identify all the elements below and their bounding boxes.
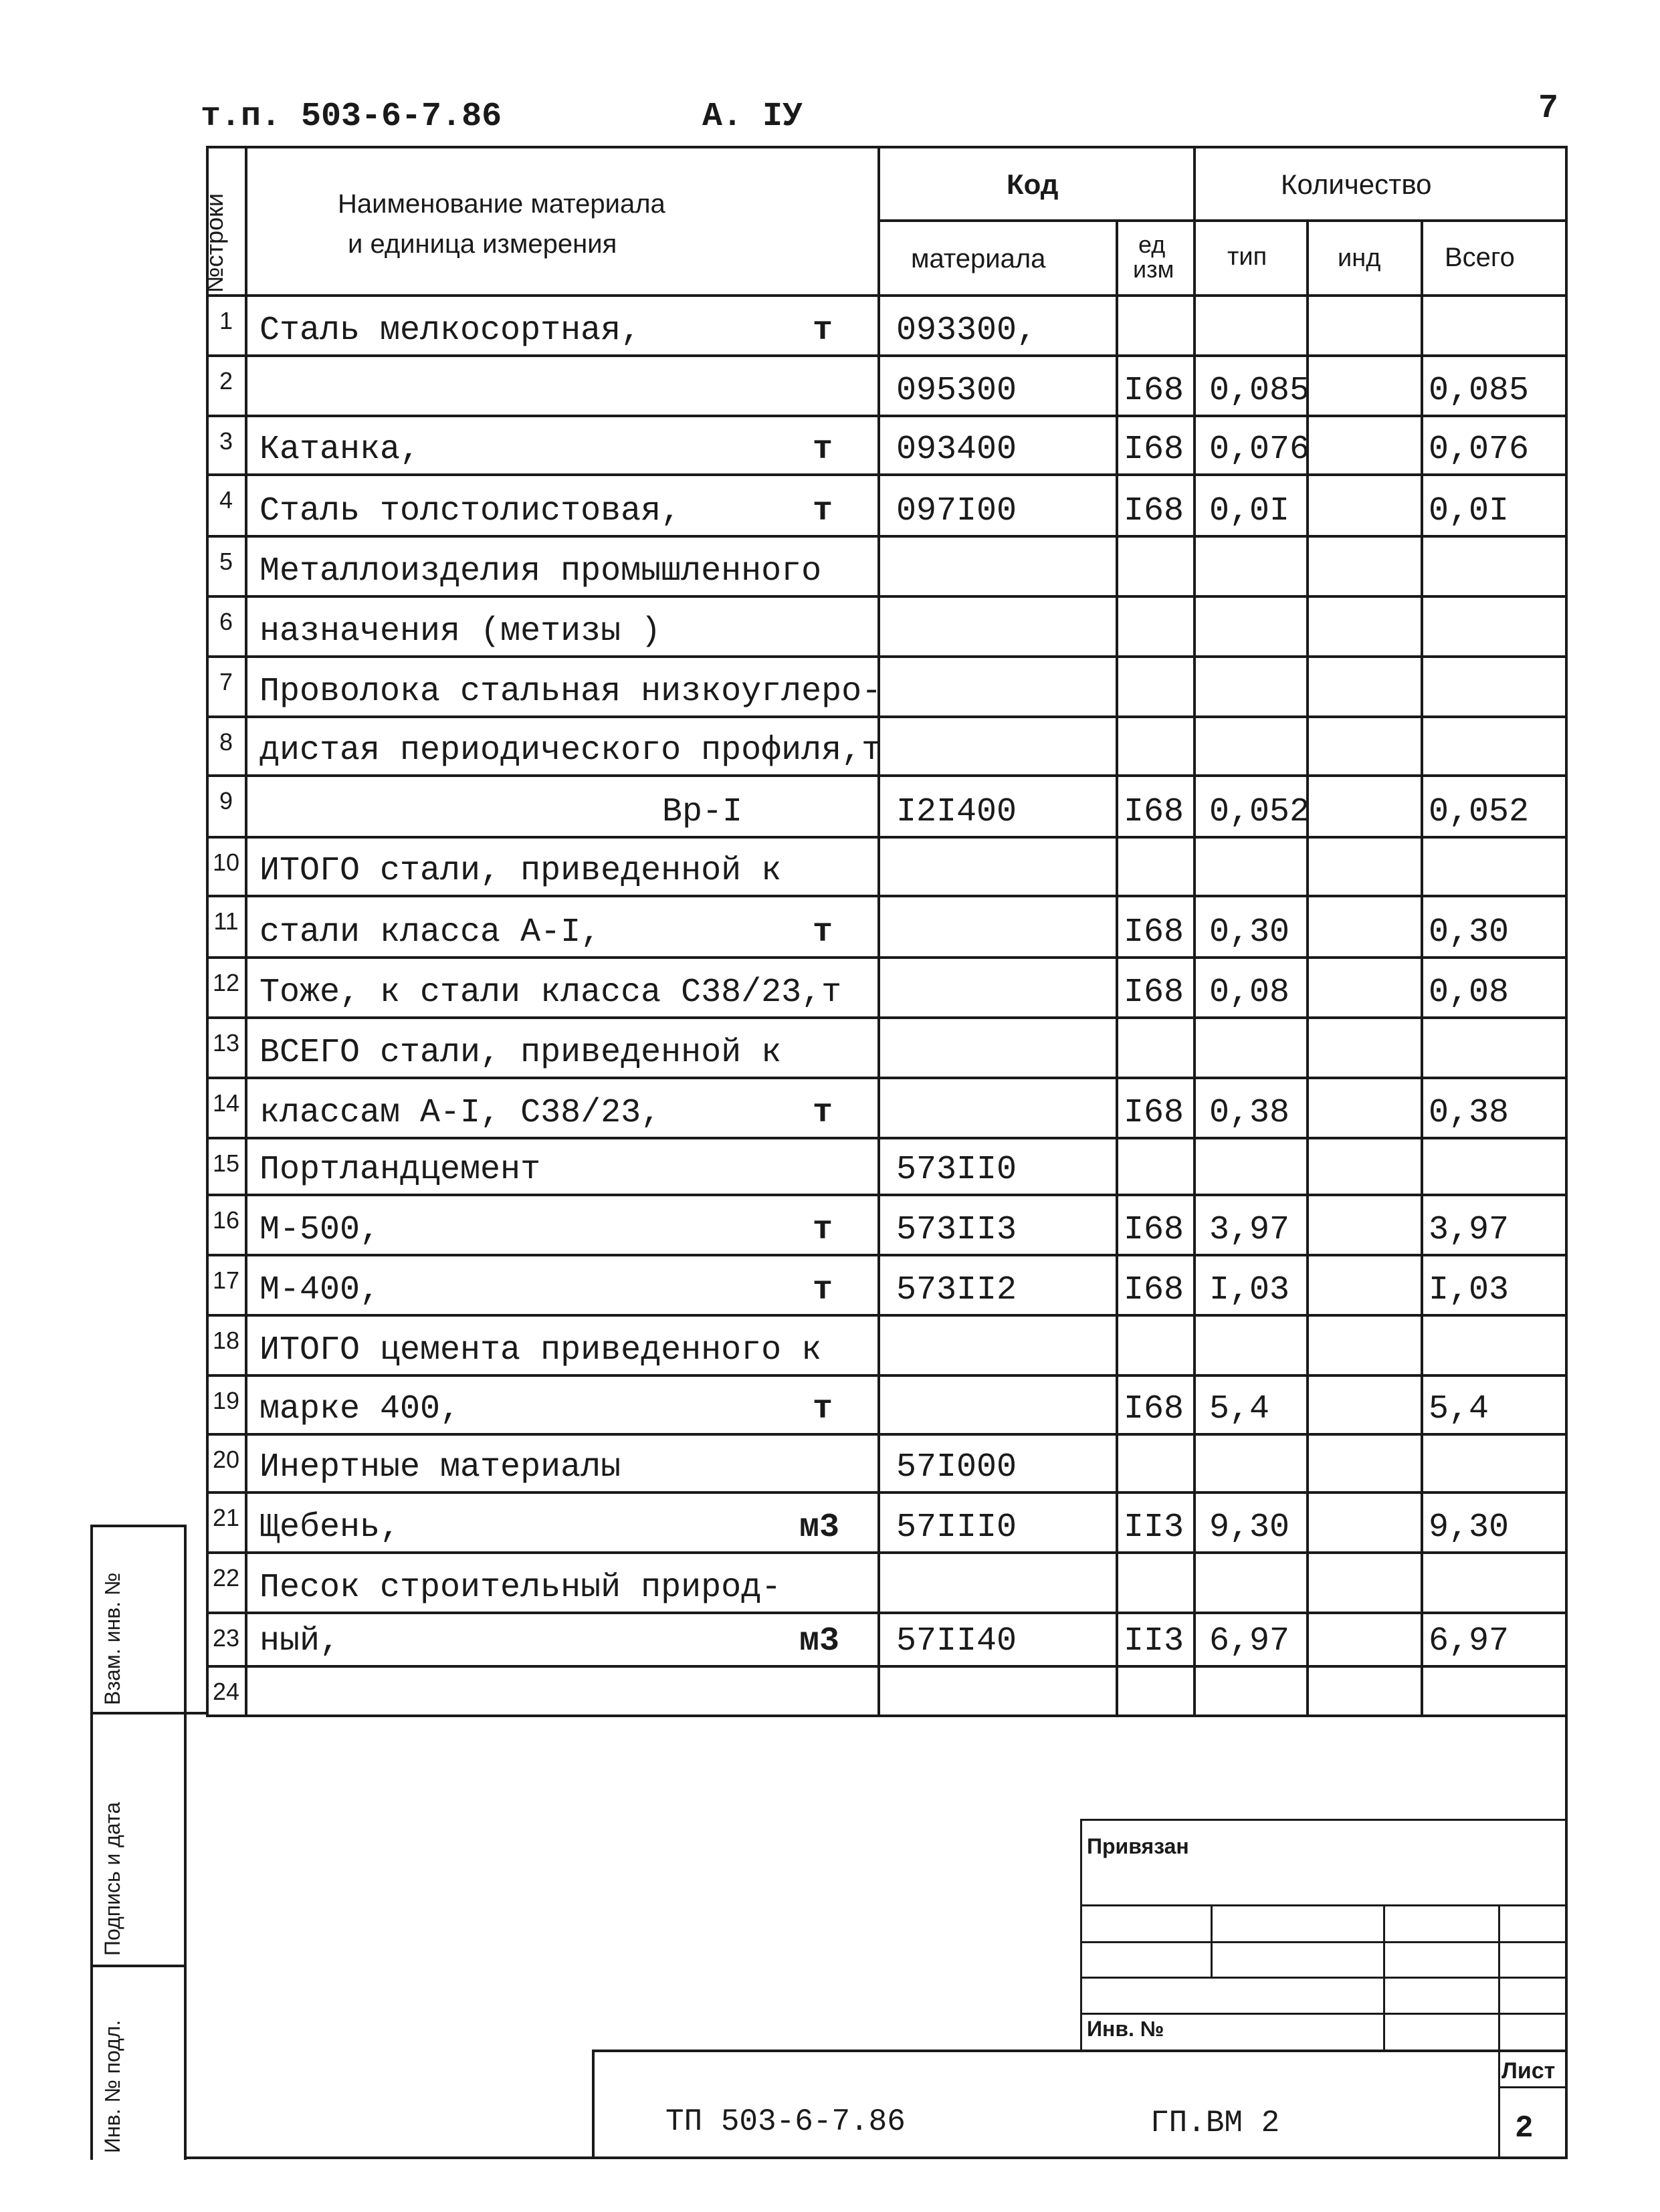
row-divider [206, 1254, 1567, 1256]
material-name: ВСЕГО стали, приведенной к [260, 1034, 782, 1072]
material-name: стали класса А-I, [260, 913, 601, 952]
material-name: Катанка, [260, 431, 421, 469]
quantity-total: 0,30 [1429, 913, 1510, 952]
row-number: 4 [219, 486, 233, 514]
material-name: Тоже, к стали класса С38/23,т [260, 974, 842, 1012]
unit-code: I68 [1124, 974, 1184, 1012]
material-name: назначения (метизы ) [260, 613, 661, 651]
material-name: ный, [260, 1622, 340, 1660]
row-number: 13 [212, 1029, 240, 1057]
album-number: А. IУ [702, 98, 803, 136]
quantity-total: 0,08 [1429, 974, 1510, 1012]
unit-of-measure: т [813, 431, 833, 469]
material-name: Сталь толстолистовая, [260, 492, 682, 530]
row-number: 17 [212, 1266, 240, 1294]
row-number: 3 [219, 427, 233, 455]
col-row-number: №строки [201, 193, 228, 293]
row-divider [206, 535, 1567, 538]
material-name: М-400, [260, 1271, 381, 1309]
quantity-type: 9,30 [1209, 1509, 1290, 1547]
material-code: I2I400 [896, 793, 1017, 831]
row-divider [206, 1551, 1567, 1554]
row-divider [206, 1016, 1567, 1019]
unit-code: I68 [1124, 431, 1184, 469]
row-number: 14 [212, 1089, 240, 1117]
row-divider [206, 774, 1567, 777]
quantity-total: 0,085 [1429, 372, 1530, 410]
quantity-type: 6,97 [1209, 1622, 1290, 1660]
row-number: 6 [219, 608, 233, 635]
quantity-total: 0,052 [1429, 793, 1530, 831]
unit-of-measure: т [813, 1211, 833, 1249]
unit-code: I68 [1124, 793, 1184, 831]
material-code: 093300, [896, 312, 1037, 350]
material-code: 097I00 [896, 492, 1017, 530]
row-number: 24 [212, 1678, 240, 1705]
material-name: Вр-I [662, 793, 743, 831]
unit-of-measure: т [813, 312, 833, 350]
row-divider [206, 595, 1567, 598]
row-divider [206, 956, 1567, 959]
quantity-total: 5,4 [1429, 1390, 1489, 1428]
col-name-line1: Наименование материала [338, 189, 665, 219]
stamp-code-right: ГП.ВМ 2 [1150, 2106, 1280, 2140]
row-number: 11 [213, 907, 239, 935]
unit-code: II3 [1124, 1509, 1184, 1547]
material-name: Металлоизделия промышленного [260, 552, 822, 590]
row-divider [206, 715, 1567, 718]
row-number: 16 [212, 1206, 240, 1234]
quantity-type: 0,076 [1209, 431, 1310, 469]
stamp-inv-no: Инв. № [1087, 2017, 1164, 2041]
material-code: 57II40 [896, 1622, 1017, 1660]
material-name: марке 400, [260, 1390, 461, 1428]
unit-of-measure: т [813, 492, 833, 530]
unit-of-measure: т [813, 1271, 833, 1309]
material-name: дистая периодического профиля,т [260, 732, 882, 770]
material-name: Сталь мелкосортная, [260, 312, 641, 350]
quantity-type: 5,4 [1209, 1390, 1270, 1428]
row-number: 2 [219, 367, 233, 395]
col-qty-total: Всего [1445, 243, 1515, 272]
material-name: Инертные материалы [260, 1448, 621, 1486]
material-code: 573II3 [896, 1211, 1017, 1249]
row-number: 9 [219, 787, 233, 814]
unit-of-measure: т [813, 1094, 833, 1132]
quantity-total: I,03 [1429, 1271, 1510, 1309]
quantity-type: 0,0I [1209, 492, 1290, 530]
unit-code: I68 [1124, 372, 1184, 410]
unit-of-measure: т [813, 1390, 833, 1428]
unit-code: I68 [1124, 913, 1184, 952]
row-divider [206, 1491, 1567, 1494]
quantity-total: 0,38 [1429, 1094, 1510, 1132]
stamp-sheet-value: 2 [1515, 2111, 1534, 2146]
row-divider [206, 655, 1567, 658]
col-name-line2: и единица измерения [348, 229, 617, 259]
material-code: 093400 [896, 431, 1017, 469]
row-number: 15 [212, 1149, 240, 1177]
row-number: 22 [212, 1564, 240, 1591]
col-qty-ind: инд [1338, 244, 1381, 272]
row-divider [206, 1077, 1567, 1079]
row-divider [206, 1314, 1567, 1317]
row-divider [206, 354, 1567, 357]
stamp-sheet-label: Лист [1501, 2058, 1556, 2084]
unit-code: I68 [1124, 492, 1184, 530]
unit-of-measure: м3 [799, 1622, 840, 1660]
row-divider [206, 895, 1567, 897]
quantity-type: 0,052 [1209, 793, 1310, 831]
material-name: Щебень, [260, 1509, 401, 1547]
row-number: 12 [212, 969, 240, 996]
material-name: М-500, [260, 1211, 381, 1249]
quantity-total: 0,0I [1429, 492, 1510, 530]
material-code: 095300 [896, 372, 1017, 410]
quantity-type: I,03 [1209, 1271, 1290, 1309]
row-divider [206, 1715, 1567, 1717]
side-label-vzam: Взам. инв. № [100, 1572, 124, 1705]
material-code: 57III0 [896, 1509, 1017, 1547]
row-number: 18 [212, 1327, 240, 1354]
material-code: 57I000 [896, 1448, 1017, 1486]
quantity-type: 0,085 [1209, 372, 1310, 410]
col-code-group: Код [1007, 169, 1059, 200]
material-name: ИТОГО цемента приведенного к [260, 1331, 822, 1369]
unit-code: I68 [1124, 1211, 1184, 1249]
col-qty-type: тип [1227, 243, 1267, 271]
row-number: 20 [212, 1446, 240, 1473]
side-label-podpis: Подпись и дата [100, 1801, 124, 1956]
row-number: 10 [212, 849, 240, 876]
side-label-inv-podl: Инв. № подл. [100, 2019, 124, 2153]
material-code: 573II2 [896, 1271, 1017, 1309]
row-divider [206, 415, 1567, 417]
unit-code: I68 [1124, 1390, 1184, 1428]
quantity-total: 9,30 [1429, 1509, 1510, 1547]
row-divider [206, 1665, 1567, 1668]
row-divider [206, 1433, 1567, 1436]
material-name: Проволока стальная низкоуглеро- [260, 673, 882, 711]
col-code-unit-1: ед [1138, 231, 1166, 258]
row-divider [206, 473, 1567, 476]
quantity-type: 0,38 [1209, 1094, 1290, 1132]
stamp-privyazan: Привязан [1087, 1834, 1189, 1858]
unit-code: I68 [1124, 1094, 1184, 1132]
unit-of-measure: м3 [799, 1509, 840, 1547]
material-code: 573II0 [896, 1151, 1017, 1189]
col-code-material: материала [911, 244, 1046, 273]
quantity-total: 6,97 [1429, 1622, 1510, 1660]
unit-code: II3 [1124, 1622, 1184, 1660]
material-name: классам А-I, С38/23, [260, 1094, 661, 1132]
quantity-total: 3,97 [1429, 1211, 1510, 1249]
page-number: 7 [1538, 90, 1559, 128]
quantity-type: 3,97 [1209, 1211, 1290, 1249]
material-name: Портландцемент [260, 1151, 541, 1189]
material-name: Песок строительный природ- [260, 1569, 782, 1607]
quantity-total: 0,076 [1429, 431, 1530, 469]
row-number: 8 [219, 728, 233, 756]
row-number: 7 [219, 668, 233, 695]
row-divider [206, 1137, 1567, 1139]
row-number: 21 [212, 1504, 240, 1531]
row-number: 19 [212, 1387, 240, 1414]
material-name: ИТОГО стали, приведенной к [260, 852, 782, 890]
row-number: 23 [212, 1624, 240, 1652]
row-divider [206, 1612, 1567, 1614]
row-divider [206, 836, 1567, 839]
doc-code: т.п. 503-6-7.86 [201, 98, 502, 136]
unit-code: I68 [1124, 1271, 1184, 1309]
row-number: 1 [219, 307, 233, 334]
col-quantity-group: Количество [1281, 169, 1432, 200]
row-divider [206, 1194, 1567, 1196]
col-code-unit-2: изм [1133, 255, 1174, 283]
row-divider [206, 1374, 1567, 1377]
stamp-code-left: ТП 503-6-7.86 [665, 2104, 906, 2139]
quantity-type: 0,30 [1209, 913, 1290, 952]
row-number: 5 [219, 548, 233, 575]
quantity-type: 0,08 [1209, 974, 1290, 1012]
unit-of-measure: т [813, 913, 833, 952]
